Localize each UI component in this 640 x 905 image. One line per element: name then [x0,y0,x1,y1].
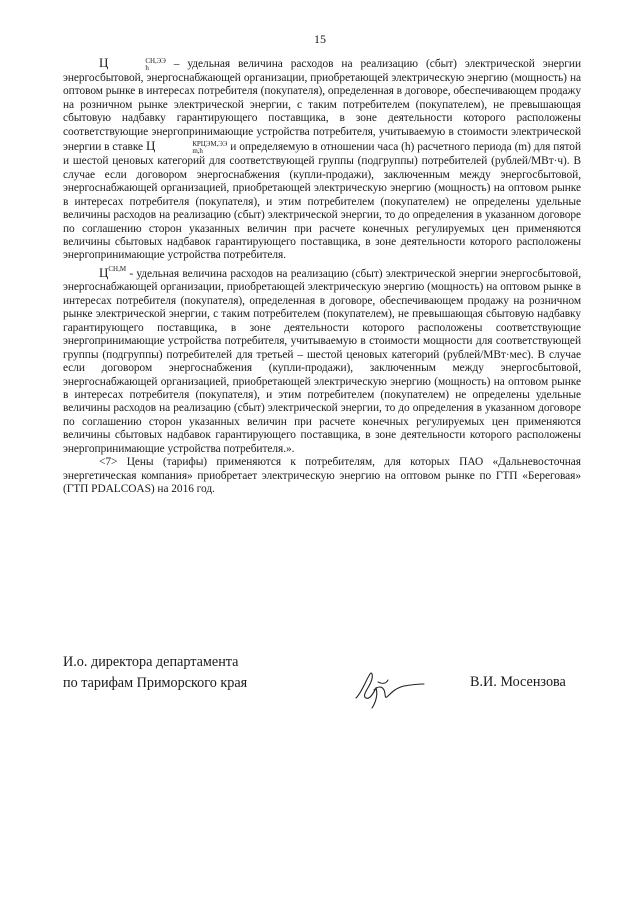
symbol-base: Ц [99,55,109,70]
symbol-indices [156,141,227,155]
paragraph-sn-m [63,263,581,456]
document-body [63,56,581,497]
symbol-indices [109,58,165,72]
symbol-base: Ц [145,138,156,154]
symbol-base: Ц [99,264,109,280]
paragraph-text: - удельная величина расходов на реализацию (сбыт) электрической энергии энергосбытовой, энергоснабжающей организации, приобретающей электрическую энергию (мощность) на оптовом рынке в интересах потребителя (покупателя), определенная в договоре, обеспечивающем продажу на розничном рынке электрической энергии, с таким потребителем (покупателем), не превышающая сбытовую надбавку гарантирующего поставщика, в зоне деятельности которого расположены соответствующие энергопринимающие устройства потребителя, учитываемую в стоимости мощности для соответствующей группы (подгруппы) потребителей для третьей – шестой ценовых категорий (рублей/МВт·мес). В случае если договором энергоснабжения (купли-продажи), заключенным между энергосбытовой, энергоснабжающей организацией, приобретающей электрическую энергию (мощность) на оптовом рынке в интересах потребителя (покупателя), и этим потребителем (покупателем) не определены удельные величины расходов на реализацию (сбыт) электрической энергии, то до определения в указанном договоре по соглашению сторон указанных величин при расчете конечных регулируемых цен применяются величины сбытовых надбавок гарантирующего поставщика, в зоне деятельности которого расположены энергопринимающие устройства потребителя.». [63,267,581,455]
signatory-position [63,652,247,694]
position-line-1: И.о. директора департамента [63,654,239,670]
handwritten-signature [348,662,428,712]
symbol-superscript: КРЦЭМ,ЭЭ [192,140,228,149]
paragraph-sn-ee [63,56,581,263]
page-number: 15 [314,32,326,46]
position-line-2: по тарифам Приморского края [63,675,248,691]
symbol-c-krc-ee [145,138,228,156]
symbol-subscript: h [145,64,149,72]
paragraph-text-part1: – удельная величина расходов на реализацию (сбыт) электрической энергии энергосбытовой, энергоснабжающей организации, приобретающей электрическую энергию (мощность) на оптовом рынке в интересах потребителя (покупателя), определенная в договоре, обеспечивающем продажу на розничном рынке электрической энергии, с таким потребителем (покупателем), не превышающая сбытовую надбавку гарантирующего поставщика, в зоне деятельности которого расположены соответствующие энергопринимающие устройства потребителя, учитываемую в стоимости электрической энергии в ставке [63,58,581,154]
symbol-c-sn-m [99,265,126,280]
symbol-subscript: m,h [192,147,203,156]
signatory-name: В.И. Мосензова [470,674,566,690]
symbol-superscript: СН,ЭЭ [145,57,166,65]
paragraph-text-part2: и определяемую в отношении часа (h) расчетного периода (m) для пятой и шестой ценовых категорий для соответствующей группы (подгруппы) потребителей (рублей/МВт·ч). В случае если договором энергоснабжения (купли-продажи), заключенным между энергосбытовой, энергоснабжающей организацией, приобретающей электрическую энергию (мощность) на оптовом рынке в интересах потребителя (покупателя), и этим потребителем (покупателем) не определены удельные величины расходов на реализацию (сбыт) электрической энергии, то до определения в указанном договоре по соглашению сторон указанных величин при расчете конечных регулируемых цен применяются величины сбытовых надбавок гарантирующего поставщика, в зоне деятельности которого расположены энергопринимающие устройства потребителя. [63,141,581,262]
symbol-superscript: СН,М [108,264,127,273]
symbol-c-sn-ee [99,55,166,70]
paragraph-footnote-7: <7> Цены (тарифы) применяются к потребителям, для которых ПАО «Дальневосточная энергетическая компания» приобретает электрическую энергию на оптовом рынке по ГТП «Береговая» (ГТП PDALCOAS) на 2016 год. [63,456,581,496]
